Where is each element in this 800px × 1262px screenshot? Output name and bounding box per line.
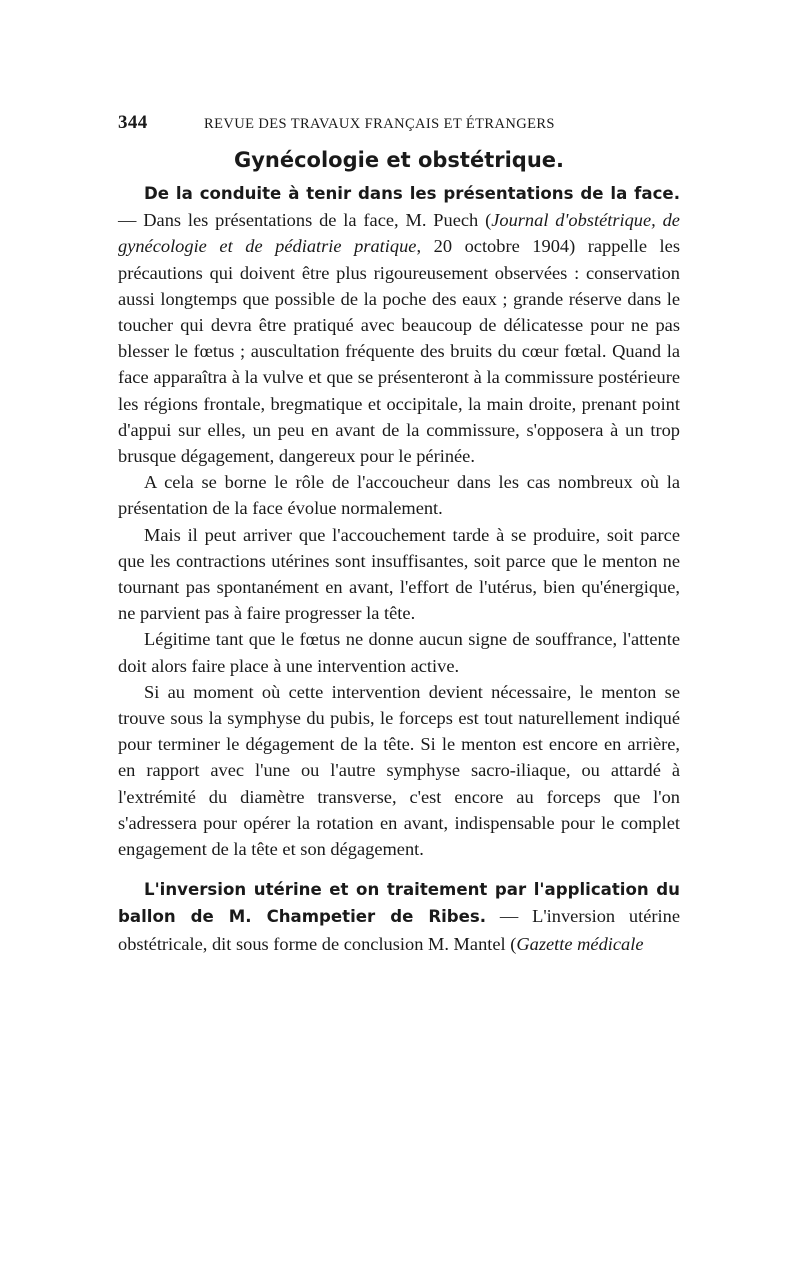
article1-paragraph5: Si au moment où cette intervention devient nécessaire, le menton se trouve sous la symphyse du pubis, le forceps est tout naturellement indiqué pour terminer le dégagement de la tête. Si le menton est encore en arrière, en rapport avec l'une ou l'autre symphyse sacro-iliaque, ou attardé à l'extrémité du diamètre transverse, c'est encore au forceps que l'on s'adressera pour opérer la rotation en avant, indispensable pour le complet engagement de la tête et son dégagement.: [118, 681, 680, 860]
document-page: [118, 112, 680, 957]
article2-text: L'inversion utérine obstétricale, dit sous forme de conclusion M. Mantel (: [118, 906, 680, 954]
article2-dash: —: [486, 906, 533, 927]
article1-journal: Journal d'obstétrique, de gynécologie et de pédiatrie pratique: [118, 210, 680, 257]
article1-p1a: Dans les présentations de la face, M. Puech (: [143, 210, 492, 231]
article2-journal: Gazette médicale: [516, 933, 644, 954]
article1-paragraph2: A cela se borne le rôle de l'accoucheur dans les cas nombreux où la présentation de la face évolue normalement.: [118, 472, 680, 519]
running-header: [118, 112, 680, 142]
article2-title: L'inversion utérine et on traitement par l'application du ballon de M. Champetier de Ribes.: [118, 880, 680, 927]
article1-paragraph4: Légitime tant que le fœtus ne donne aucun signe de souffrance, l'attente doit alors faire place à une intervention active.: [118, 629, 680, 676]
article1-p1b: , 20 octobre 1904) rappelle les précautions qui doivent être plus rigoureusement observées : conservation aussi longtemps que possible de la poche des eaux ; grande réserve dans le toucher qui devra être pratiqué avec beaucoup de délicatesse pour ne pas blesser le fœtus ; auscultation fréquente des bruits du cœur fœtal. Quand la face apparaîtra à la vulve et que se présenteront à la commissure postérieure les régions frontale, bregmatique et occipitale, la main droite, prenant point d'appui sur elles, un peu en avant de la commissure, s'opposera à un trop brusque dégagement, dangereux pour le périnée.: [118, 236, 680, 467]
section-title: Gynécologie et obstétrique.: [233, 148, 565, 172]
running-title: REVUE DES TRAVAUX FRANÇAIS ET ÉTRANGERS: [204, 116, 555, 132]
article1-paragraph1: [118, 180, 680, 469]
article1-title: De la conduite à tenir dans les présentations de la face.: [144, 184, 680, 203]
page-number: 344: [118, 112, 148, 133]
article2-paragraph1: [118, 876, 680, 957]
article1-dash: —: [118, 210, 144, 231]
article1-paragraph3: Mais il peut arriver que l'accouchement tarde à se produire, soit parce que les contractions utérines sont insuffisantes, soit parce que le menton ne tournant pas spontanément en avant, l'effort de l'utérus, bien qu'énergique, ne parvient pas à faire progresser la tête.: [118, 524, 680, 624]
